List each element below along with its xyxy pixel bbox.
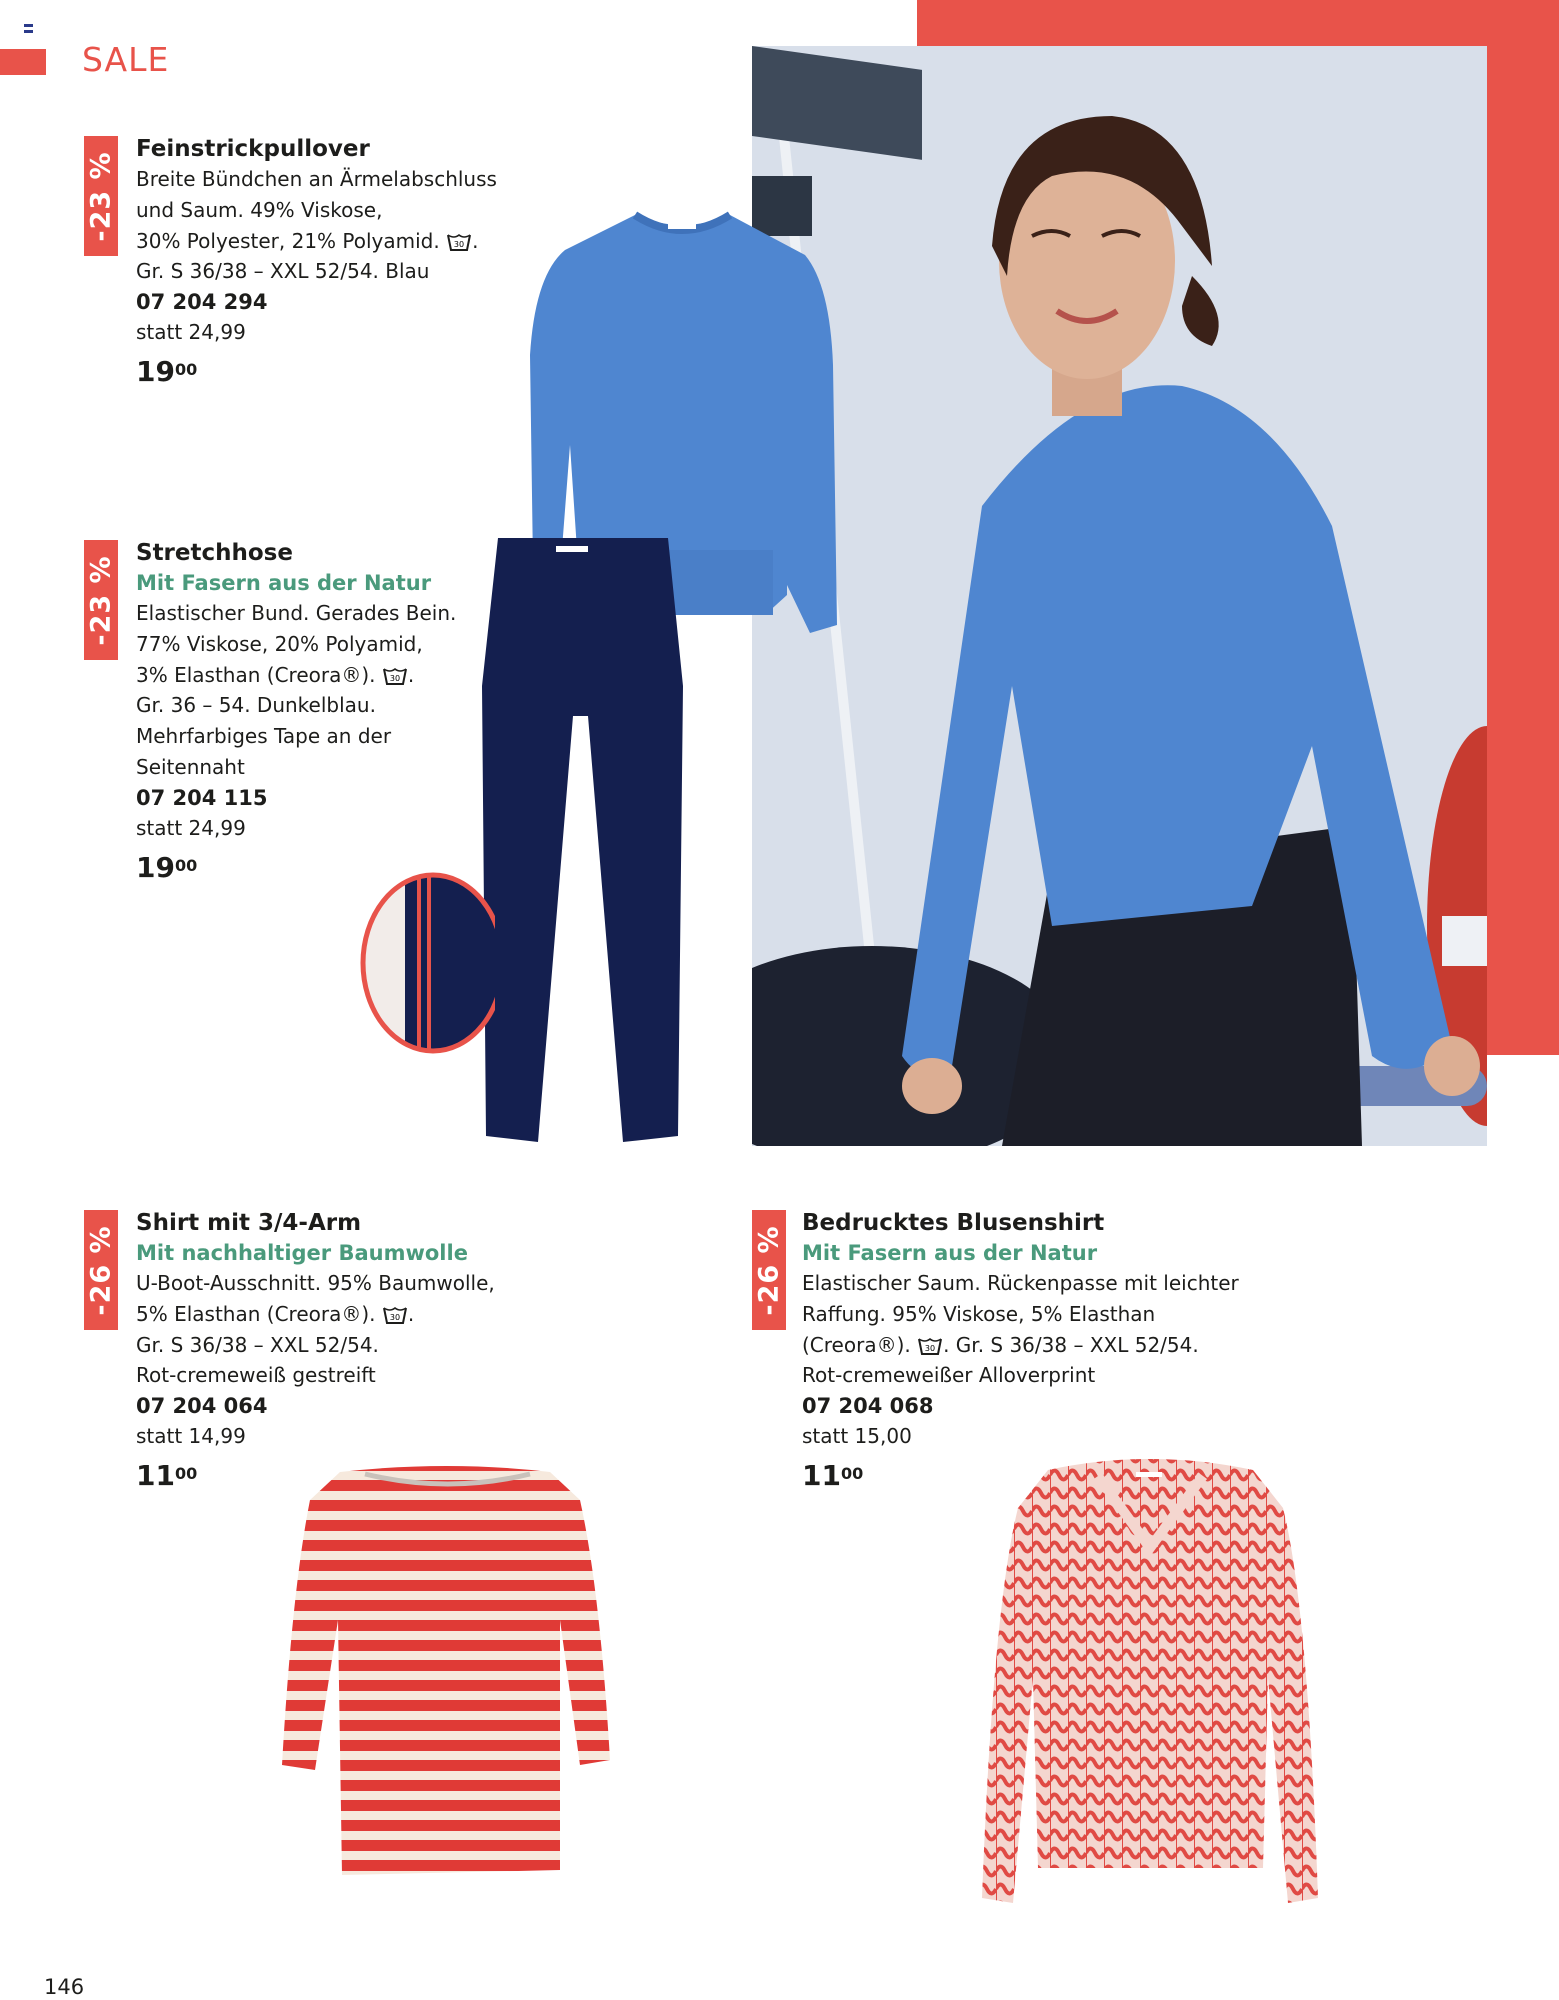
trousers-product-image bbox=[478, 536, 688, 1144]
discount-badge: -26 % bbox=[84, 1210, 118, 1330]
product-description: Elastischer Saum. Rückenpasse mit leichter Raffung. 95% Viskose, 5% Elasthan (Creora®). 30 . Gr. S 36/38 – XXL 52/54. Rot-cremeweißer Alloverprint bbox=[802, 1271, 1239, 1388]
product-description: U-Boot-Ausschnitt. 95% Baumwolle, 5% Elasthan (Creora®). 30 . Gr. S 36/38 – XXL 52/54. Rot-cremeweiß gestreift bbox=[136, 1271, 495, 1388]
model-illustration bbox=[752, 46, 1487, 1146]
product-description: Breite Bündchen an Ärmelabschluss und Saum. 49% Viskose, 30% Polyester, 21% Polyamid. 30 . Gr. S 36/38 – XXL 52/54. Blau bbox=[136, 167, 497, 284]
wash-30-icon bbox=[382, 1305, 408, 1325]
product-info-trousers bbox=[136, 538, 516, 883]
wash-30-icon bbox=[446, 232, 472, 252]
svg-text:30: 30 bbox=[454, 240, 465, 250]
side-accent-strip bbox=[1487, 0, 1559, 1055]
article-number: 07 204 064 bbox=[136, 1394, 268, 1419]
price: $19^{00}$ bbox=[136, 850, 198, 884]
svg-text:30: 30 bbox=[389, 1313, 400, 1323]
product-eco-subtitle: Mit Fasern aus der Natur bbox=[802, 1241, 1098, 1265]
price: $19^{00}$ bbox=[136, 355, 198, 389]
discount-badge: -23 % bbox=[84, 540, 118, 660]
product-eco-subtitle: Mit nachhaltiger Baumwolle bbox=[136, 1241, 468, 1265]
old-price: statt 15,00 bbox=[802, 1424, 912, 1449]
product-title: Feinstrickpullover bbox=[136, 136, 370, 162]
blouse-product-image bbox=[978, 1448, 1323, 1908]
discount-badge: -26 % bbox=[752, 1210, 786, 1330]
product-title: Stretchhose bbox=[136, 540, 293, 566]
svg-text:30: 30 bbox=[389, 674, 400, 684]
product-title: Bedrucktes Blusenshirt bbox=[802, 1210, 1105, 1236]
striped-shirt-product-image bbox=[280, 1460, 615, 1880]
product-info-striped-shirt bbox=[136, 1208, 556, 1491]
product-eco-subtitle: Mit Fasern aus der Natur bbox=[136, 571, 432, 595]
old-price: statt 14,99 bbox=[136, 1424, 246, 1449]
page-title: SALE bbox=[82, 40, 170, 79]
discount-badge: -23 % bbox=[84, 136, 118, 256]
old-price: statt 24,99 bbox=[136, 320, 246, 345]
price: $11^{00}$ bbox=[136, 1459, 198, 1493]
flag-icon bbox=[24, 24, 33, 33]
hero-photo bbox=[752, 46, 1487, 1146]
old-price: statt 24,99 bbox=[136, 815, 246, 840]
article-number: 07 204 068 bbox=[802, 1394, 934, 1419]
svg-text:30: 30 bbox=[925, 1344, 936, 1354]
header-accent-bar bbox=[0, 49, 46, 75]
product-title: Shirt mit 3/4-Arm bbox=[136, 1210, 362, 1236]
tape-detail-image bbox=[355, 872, 495, 1054]
product-info-pullover bbox=[136, 134, 556, 387]
page-number: 146 bbox=[44, 1975, 85, 1999]
article-number: 07 204 294 bbox=[136, 290, 268, 315]
wash-30-icon bbox=[917, 1336, 943, 1356]
product-description: Elastischer Bund. Gerades Bein. 77% Viskose, 20% Polyamid, 3% Elasthan (Creora®). 30 . Gr. 36 – 54. Dunkelblau. Mehrfarbiges Tape an der Seitennaht bbox=[136, 601, 457, 779]
wash-30-icon bbox=[382, 666, 408, 686]
top-accent-block bbox=[917, 0, 1487, 46]
article-number: 07 204 115 bbox=[136, 785, 268, 810]
price: $11^{00}$ bbox=[802, 1459, 864, 1493]
